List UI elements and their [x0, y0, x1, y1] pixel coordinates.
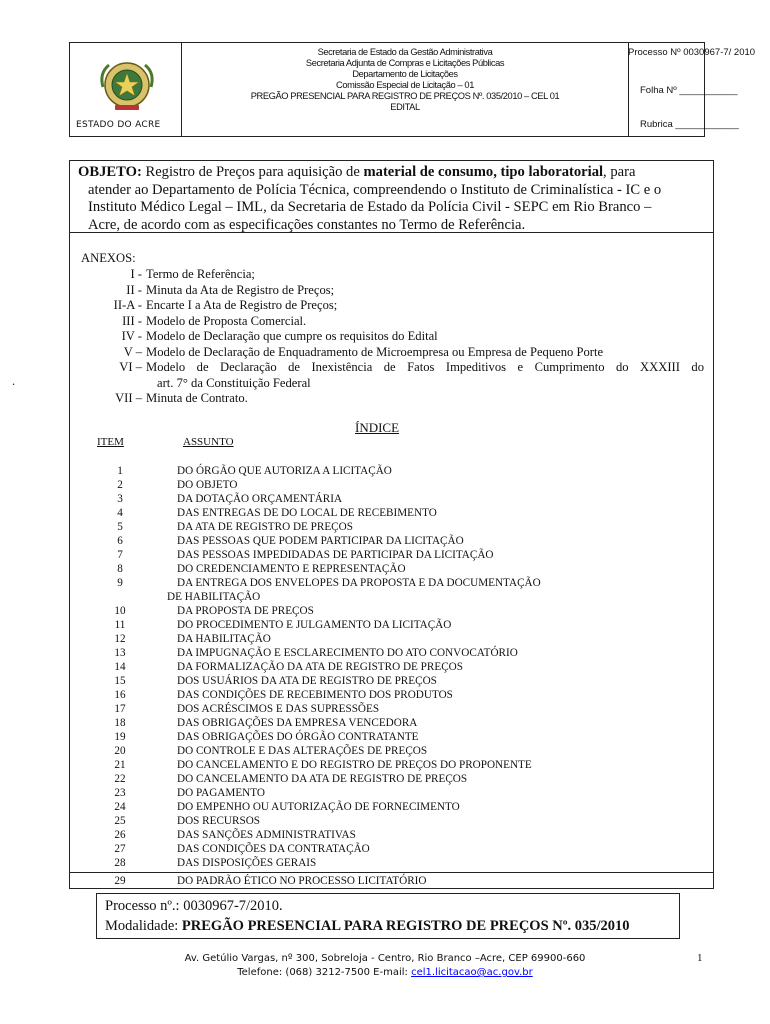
objeto-line: Acre, de acordo com as especificações constantes no Termo de Referência. [88, 216, 526, 233]
item-number: 3 [117, 493, 123, 505]
item-subject: DO PAGAMENTO [177, 787, 265, 799]
anexo-number: I - [130, 267, 142, 281]
item-number: 24 [114, 801, 126, 813]
item-subject: DA IMPUGNAÇÃO E ESCLARECIMENTO DO ATO CONVOCATÓRIO [177, 647, 518, 659]
item-number: 23 [114, 787, 126, 799]
document-header [69, 42, 756, 137]
item-subject: DA ATA DE REGISTRO DE PREÇOS [177, 521, 353, 533]
indice-title: ÍNDICE [355, 420, 400, 435]
objeto-text: , para [603, 164, 636, 180]
anexo-text: Modelo de Declaração de Enquadramento de Microempresa ou Empresa de Pequeno Porte [146, 344, 604, 359]
header-line: Comissão Especial de Licitação – 01 [336, 80, 474, 90]
item-number: 29 [114, 875, 126, 887]
anexo-text: Minuta de Contrato. [146, 391, 248, 405]
item-number: 17 [114, 703, 126, 715]
anexo-number: V – [123, 344, 142, 359]
item-subject: DAS SANÇÕES ADMINISTRATIVAS [177, 829, 356, 841]
page-number: 1 [697, 952, 703, 964]
item-number: 18 [114, 717, 126, 729]
item-subject: DOS USUÁRIOS DA ATA DE REGISTRO DE PREÇOS [177, 675, 437, 687]
item-subject: DAS CONDIÇÕES DE RECEBIMENTO DOS PRODUTOS [177, 689, 453, 701]
modalidade-line [105, 916, 679, 936]
index-last-row [69, 872, 714, 889]
item-number: 15 [114, 675, 126, 687]
objeto-label: OBJETO: [78, 164, 142, 180]
header-process-info [628, 43, 756, 136]
objeto-bold: material de consumo, tipo laboratorial [363, 164, 604, 180]
item-subject: DO CREDENCIAMENTO E REPRESENTAÇÃO [177, 563, 406, 575]
anexo-number: IV - [121, 329, 142, 343]
footer-address: Av. Getúlio Vargas, nº 300, Sobreloja - Centro, Rio Branco –Acre, CEP 69900-660 [184, 953, 586, 964]
process-number-line: Processo nº.: 0030967-7/2010. [105, 898, 283, 914]
footer-phone: Telefone: (068) 3212-7500 E-mail: [237, 967, 412, 978]
objeto-box [69, 160, 714, 233]
item-subject: DAS PESSOAS IMPEDIDADAS DE PARTICIPAR DA LICITAÇÃO [177, 549, 494, 561]
email-link[interactable]: cel1.licitacao@ac.gov.br [411, 967, 533, 978]
estado-label: ESTADO DO ACRE [76, 120, 161, 130]
item-subject: DAS OBRIGAÇÕES DA EMPRESA VENCEDORA [177, 717, 418, 729]
anexo-number: VII – [115, 391, 142, 405]
objeto-line: atender ao Departamento de Polícia Técnica, compreendendo o Instituto de Criminalística - IC e o [88, 181, 662, 198]
item-number: 5 [117, 521, 123, 533]
anexo-text: Modelo de Declaração que cumpre os requisitos do Edital [146, 329, 438, 343]
logo-cell [70, 43, 182, 136]
item-number: 2 [117, 479, 123, 491]
anexo-text: Encarte I a Ata de Registro de Preços; [146, 298, 338, 312]
item-number: 19 [114, 731, 126, 743]
anexo-number: VI – [119, 360, 142, 374]
item-subject: DO OBJETO [177, 479, 238, 491]
item-subject: DA PROPOSTA DE PREÇOS [177, 605, 314, 617]
anexo-text: Modelo de Proposta Comercial. [146, 313, 307, 328]
item-number: 25 [114, 815, 126, 827]
item-subject: DO CANCELAMENTO E DO REGISTRO DE PREÇOS DO PROPONENTE [177, 759, 532, 771]
anexo-number: II-A - [113, 298, 142, 312]
anexo-text: Termo de Referência; [146, 267, 255, 281]
process-number: Processo Nº 0030967-7/ 2010 [628, 47, 756, 58]
item-number: 4 [117, 507, 123, 519]
item-subject: DE HABILITAÇÃO [167, 591, 261, 603]
item-subject: DAS PESSOAS QUE PODEM PARTICIPAR DA LICITAÇÃO [177, 535, 464, 547]
item-subject: DO EMPENHO OU AUTORIZAÇÃO DE FORNECIMENTO [177, 801, 460, 813]
col-item-header: ITEM [97, 436, 124, 448]
item-number: 27 [114, 843, 126, 855]
item-subject: DO CANCELAMENTO DA ATA DE REGISTRO DE PREÇOS [177, 773, 468, 785]
item-number: 1 [117, 465, 123, 477]
item-subject: DOS RECURSOS [177, 815, 260, 827]
item-number: 13 [114, 647, 126, 659]
item-number: 6 [117, 535, 123, 547]
objeto-line: Instituto Médico Legal – IML, da Secretaria de Estado da Polícia Civil - SEPC em Rio Branco – [88, 199, 652, 215]
modalidade-label: Modalidade: [105, 918, 182, 934]
item-number: 20 [114, 745, 126, 757]
header-line: Secretaria Adjunta de Compras e Licitações Públicas [305, 58, 505, 68]
objeto-line [78, 164, 705, 182]
item-number: 11 [114, 619, 126, 631]
item-subject: DO PADRÃO ÉTICO NO PROCESSO LICITATÓRIO [177, 875, 427, 887]
process-summary-box [96, 893, 680, 939]
item-subject: DAS DISPOSIÇÕES GERAIS [177, 857, 317, 869]
stray-dot: . [12, 374, 16, 388]
header-line: Secretaria de Estado da Gestão Administrativa [317, 47, 493, 57]
objeto-text: Registro de Preços para aquisição de [141, 164, 364, 180]
item-subject: DAS CONDIÇÕES DA CONTRATAÇÃO [177, 843, 370, 855]
item-subject: DA DOTAÇÃO ORÇAMENTÁRIA [177, 493, 343, 505]
header-line: EDITAL [390, 102, 420, 112]
item-number: 14 [114, 661, 126, 673]
anexo-text: Minuta da Ata de Registro de Preços; [146, 282, 335, 297]
anexo-text: Modelo de Declaração de Inexistência de Fatos Impeditivos e Cumprimento do XXXIII do [146, 360, 704, 374]
item-number: 8 [117, 563, 123, 575]
item-number: 9 [117, 577, 123, 589]
anexo-number: III - [122, 313, 142, 328]
col-assunto-header: ASSUNTO [183, 436, 234, 448]
acre-coat-of-arms-logo [97, 57, 157, 112]
item-subject: DO CONTROLE E DAS ALTERAÇÕES DE PREÇOS [177, 745, 428, 757]
item-subject: DAS ENTREGAS DE DO LOCAL DE RECEBIMENTO [177, 507, 437, 519]
item-subject: DOS ACRÉSCIMOS E DAS SUPRESSÕES [177, 703, 380, 715]
anexo-number: II - [126, 282, 142, 297]
item-number: 28 [114, 857, 126, 869]
item-subject: DA FORMALIZAÇÃO DA ATA DE REGISTRO DE PREÇOS [177, 661, 463, 673]
anexo-text: art. 7° da Constituição Federal [157, 375, 311, 390]
item-subject: DO PROCEDIMENTO E JULGAMENTO DA LICITAÇÃO [177, 619, 452, 631]
header-line: PREGÃO PRESENCIAL PARA REGISTRO DE PREÇOS Nº. 035/2010 – CEL 01 [250, 91, 560, 101]
header-titles [182, 43, 629, 136]
footer-contact [0, 966, 770, 980]
item-number: 21 [114, 759, 126, 771]
item-number: 26 [114, 829, 126, 841]
item-number: 22 [114, 773, 126, 785]
item-subject: DA ENTREGA DOS ENVELOPES DA PROPOSTA E DA DOCUMENTAÇÃO [177, 577, 541, 589]
item-number: 12 [114, 633, 126, 645]
main-content-box [12, 233, 714, 873]
item-number: 10 [114, 605, 126, 617]
item-subject: DO ÓRGÃO QUE AUTORIZA A LICITAÇÃO [177, 465, 392, 477]
modalidade-value: PREGÃO PRESENCIAL PARA REGISTRO DE PREÇOS Nº. 035/2010 [181, 918, 630, 934]
item-number: 7 [117, 549, 123, 561]
anexos-title: ANEXOS: [81, 251, 136, 265]
item-subject: DAS OBRIGAÇÕES DO ÓRGÃO CONTRATANTE [177, 731, 419, 743]
item-number: 16 [114, 689, 126, 701]
rubrica-field: Rubrica ____________ [640, 119, 739, 130]
item-subject: DA HABILITAÇÃO [177, 633, 271, 645]
folha-field: Folha Nº ___________ [640, 85, 738, 96]
header-line: Departamento de Licitações [352, 69, 458, 79]
